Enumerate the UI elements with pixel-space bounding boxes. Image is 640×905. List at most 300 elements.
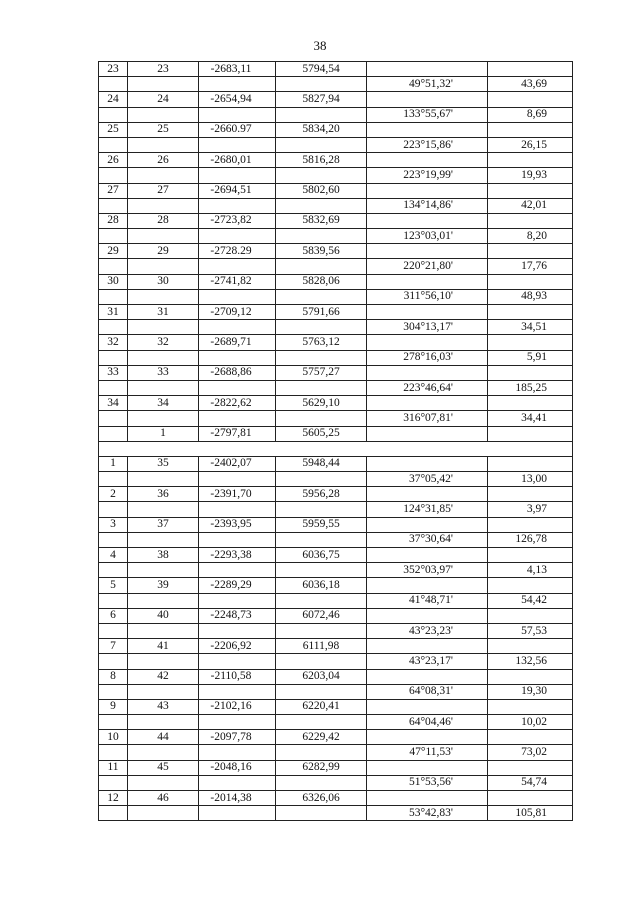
table-cell: 40 [128,608,199,623]
table-cell: 185,25 [488,380,573,395]
table-cell [488,244,573,259]
table-cell: 43°23,17' [367,654,488,669]
table-cell: 30 [128,274,199,289]
table-cell [276,563,367,578]
table-cell [199,684,276,699]
table-cell: 6203,04 [276,669,367,684]
table-cell: 24 [128,92,199,107]
table-cell: 35 [128,456,199,471]
table-cell: 3,97 [488,502,573,517]
table-cell: -2110,58 [199,669,276,684]
table-cell [367,517,488,532]
table-cell [276,502,367,517]
table-cell: 42,01 [488,198,573,213]
table-cell [199,380,276,395]
table-row [99,77,573,92]
table-row [99,517,573,532]
table-row [99,229,573,244]
table-cell [276,745,367,760]
table-cell: -2102,16 [199,699,276,714]
table-cell: 5948,44 [276,456,367,471]
table-cell: 19,93 [488,168,573,183]
table-cell [276,623,367,638]
table-row [99,122,573,137]
table-cell: 6036,75 [276,548,367,563]
table-cell [488,62,573,77]
table-cell: 5839,56 [276,244,367,259]
table-row [99,745,573,760]
table-cell [128,593,199,608]
table-row [99,289,573,304]
table-cell [488,274,573,289]
table-cell: 4,13 [488,563,573,578]
table-cell [276,380,367,395]
table-cell: -2393,95 [199,517,276,532]
table-cell [367,92,488,107]
table-cell: 316°07,81' [367,411,488,426]
table-cell: -2709,12 [199,305,276,320]
table-cell: 26,15 [488,137,573,152]
table-cell [276,654,367,669]
table-cell [276,168,367,183]
table-cell [128,715,199,730]
table-cell [199,441,276,456]
table-cell [367,578,488,593]
table-cell [199,593,276,608]
table-cell: 31 [128,305,199,320]
table-cell: 23 [99,62,128,77]
table-cell [99,654,128,669]
table-cell [199,715,276,730]
table-cell [99,441,128,456]
table-cell: 124°31,85' [367,502,488,517]
table-cell: 6229,42 [276,730,367,745]
table-row [99,487,573,502]
table-cell [99,259,128,274]
table-cell: 2 [99,487,128,502]
table-cell [488,213,573,228]
table-cell [99,472,128,487]
table-cell [367,760,488,775]
table-cell: -2797,81 [199,426,276,441]
table-cell [367,699,488,714]
table-cell: -2048,16 [199,760,276,775]
table-cell [488,608,573,623]
table-cell [367,274,488,289]
table-cell [99,715,128,730]
table-cell: 47°11,53' [367,745,488,760]
table-cell: 5791,66 [276,305,367,320]
table-row [99,441,573,456]
table-cell [199,563,276,578]
table-cell: 27 [99,183,128,198]
table-row [99,198,573,213]
table-cell [488,456,573,471]
table-cell [367,305,488,320]
table-row [99,775,573,790]
table-cell: 1 [128,426,199,441]
table-cell: 7 [99,639,128,654]
table-cell: -2293,38 [199,548,276,563]
table-cell: 4 [99,548,128,563]
table-cell: 53°42,83' [367,806,488,821]
table-cell: 11 [99,760,128,775]
table-cell [276,320,367,335]
table-cell [276,198,367,213]
table-row [99,639,573,654]
table-cell [128,563,199,578]
table-cell [488,669,573,684]
table-row [99,320,573,335]
table-cell: 43 [128,699,199,714]
table-cell: 133°55,67' [367,107,488,122]
table-cell: -2728.29 [199,244,276,259]
table-cell [488,441,573,456]
table-row [99,760,573,775]
table-cell: 31 [99,305,128,320]
table-cell [367,426,488,441]
table-cell: 25 [99,122,128,137]
table-cell: 29 [99,244,128,259]
table-row [99,259,573,274]
table-cell: 5959,55 [276,517,367,532]
table-cell: 25 [128,122,199,137]
table-cell [99,289,128,304]
table-cell [488,639,573,654]
table-cell [199,168,276,183]
table-cell [199,229,276,244]
table-row [99,380,573,395]
table-cell: 12 [99,791,128,806]
table-cell [199,137,276,152]
table-cell [128,472,199,487]
table-cell: 29 [128,244,199,259]
table-cell [128,198,199,213]
table-cell: 34 [99,396,128,411]
table-cell: 134°14,86' [367,198,488,213]
table-cell: 311°56,10' [367,289,488,304]
table-cell: -2654,94 [199,92,276,107]
table-cell: 54,74 [488,775,573,790]
table-cell: 5757,27 [276,365,367,380]
table-cell: 5834,20 [276,122,367,137]
table-cell [367,456,488,471]
table-cell [276,259,367,274]
coordinates-table [98,61,573,821]
table-cell: -2391,70 [199,487,276,502]
table-cell [488,305,573,320]
table-cell [199,472,276,487]
table-cell [128,320,199,335]
table-cell [488,791,573,806]
table-cell [99,107,128,122]
table-cell [199,320,276,335]
table-cell [128,107,199,122]
table-cell [128,502,199,517]
table-cell: 48,93 [488,289,573,304]
table-cell: -2206,92 [199,639,276,654]
table-row [99,791,573,806]
table-row [99,350,573,365]
table-cell [367,441,488,456]
table-cell [488,183,573,198]
table-cell: 223°15,86' [367,137,488,152]
table-cell [99,168,128,183]
table-cell [99,563,128,578]
table-cell [99,775,128,790]
table-cell: 5816,28 [276,153,367,168]
table-cell [128,259,199,274]
table-cell [199,259,276,274]
table-cell: 5 [99,578,128,593]
table-cell [199,77,276,92]
table-cell [276,441,367,456]
table-cell: 6326,06 [276,791,367,806]
table-cell [488,517,573,532]
table-cell [367,396,488,411]
table-cell [199,532,276,547]
table-cell: 26 [99,153,128,168]
table-cell [99,350,128,365]
table-row [99,669,573,684]
table-cell [488,730,573,745]
table-row [99,365,573,380]
table-cell [128,775,199,790]
table-cell: 5605,25 [276,426,367,441]
table-cell [99,806,128,821]
table-cell [128,77,199,92]
table-cell [99,532,128,547]
table-cell [367,730,488,745]
table-cell: 5763,12 [276,335,367,350]
table-row [99,608,573,623]
table-cell [367,365,488,380]
table-row [99,502,573,517]
table-row [99,62,573,77]
table-cell [488,426,573,441]
table-cell [276,107,367,122]
table-cell: 34,41 [488,411,573,426]
table-cell [367,608,488,623]
table-row [99,593,573,608]
table-cell: 30 [99,274,128,289]
table-cell [99,411,128,426]
table-cell [199,806,276,821]
table-cell [99,320,128,335]
table-cell [367,244,488,259]
table-cell: 37°30,64' [367,532,488,547]
table-cell: 223°46,64' [367,380,488,395]
table-row [99,107,573,122]
table-cell: 23 [128,62,199,77]
table-cell: 28 [128,213,199,228]
table-cell: 64°08,31' [367,684,488,699]
table-cell [99,684,128,699]
table-cell: 46 [128,791,199,806]
table-cell [367,213,488,228]
table-row [99,335,573,350]
table-cell: -2723,82 [199,213,276,228]
table-row [99,244,573,259]
table-cell: 33 [99,365,128,380]
table-cell: 1 [99,456,128,471]
table-cell: 13,00 [488,472,573,487]
table-cell: 304°13,17' [367,320,488,335]
table-cell [199,775,276,790]
table-cell [128,168,199,183]
table-cell [276,472,367,487]
table-cell: 352°03,97' [367,563,488,578]
table-row [99,411,573,426]
table-row [99,563,573,578]
table-cell: 57,53 [488,623,573,638]
table-row [99,92,573,107]
table-cell [367,183,488,198]
table-cell: 5827,94 [276,92,367,107]
table-row [99,654,573,669]
table-cell: 43,69 [488,77,573,92]
table-row [99,730,573,745]
table-cell: 17,76 [488,259,573,274]
table-cell: 6036,18 [276,578,367,593]
table-cell [199,411,276,426]
table-cell [99,77,128,92]
table-cell: 49°51,32' [367,77,488,92]
table-cell [128,441,199,456]
table-cell [367,639,488,654]
table-row [99,806,573,821]
table-cell [99,623,128,638]
table-cell [128,229,199,244]
table-cell: 6282,99 [276,760,367,775]
table-row [99,684,573,699]
table-cell [128,411,199,426]
table-cell [367,62,488,77]
table-cell: 32 [99,335,128,350]
table-cell: -2402,07 [199,456,276,471]
page-number: 38 [313,38,327,53]
table-cell: 10 [99,730,128,745]
table-cell: 41 [128,639,199,654]
table-body [99,62,573,821]
table-cell [367,487,488,502]
table-cell: 126,78 [488,532,573,547]
table-cell [128,289,199,304]
table-cell [199,623,276,638]
table-cell: 8,20 [488,229,573,244]
table-cell: 5794,54 [276,62,367,77]
table-cell [276,229,367,244]
table-cell: 28 [99,213,128,228]
table-cell: -2694,51 [199,183,276,198]
table-cell: 9 [99,699,128,714]
table-row [99,168,573,183]
table-cell: 8 [99,669,128,684]
table-row [99,305,573,320]
table-cell [99,229,128,244]
table-cell [488,699,573,714]
table-cell [276,77,367,92]
table-cell: 32 [128,335,199,350]
table-cell: 36 [128,487,199,502]
table-cell: 37°05,42' [367,472,488,487]
table-cell [367,122,488,137]
table-cell: -2741,82 [199,274,276,289]
table-cell [99,745,128,760]
table-cell: -2689,71 [199,335,276,350]
table-cell: -2683,11 [199,62,276,77]
table-cell: 6111,98 [276,639,367,654]
table-cell [128,532,199,547]
table-cell [488,335,573,350]
table-cell: 33 [128,365,199,380]
table-cell: 5828,06 [276,274,367,289]
table-cell [488,548,573,563]
table-cell: 45 [128,760,199,775]
table-cell [199,198,276,213]
table-cell [488,153,573,168]
table-cell [199,350,276,365]
table-cell: -2660.97 [199,122,276,137]
table-row [99,183,573,198]
table-row [99,137,573,152]
table-cell: 8,69 [488,107,573,122]
table-cell: 42 [128,669,199,684]
table-row [99,274,573,289]
table-cell [128,623,199,638]
table-cell: 6072,46 [276,608,367,623]
table-cell [276,775,367,790]
table-cell: 34 [128,396,199,411]
table-cell: -2248,73 [199,608,276,623]
table-cell [99,198,128,213]
table-cell [367,791,488,806]
table-cell [276,806,367,821]
table-row [99,472,573,487]
table-row [99,213,573,228]
table-row [99,426,573,441]
table-cell: 64°04,46' [367,715,488,730]
table-cell [276,593,367,608]
table-cell [99,137,128,152]
table-cell: 220°21,80' [367,259,488,274]
table-cell: 5832,69 [276,213,367,228]
table-cell: 73,02 [488,745,573,760]
table-cell [276,411,367,426]
table-cell: -2688,86 [199,365,276,380]
table-cell [488,578,573,593]
table-cell [128,137,199,152]
table-cell: 5,91 [488,350,573,365]
table-cell [128,684,199,699]
table-cell: -2097,78 [199,730,276,745]
table-cell: 19,30 [488,684,573,699]
table-cell: 278°16,03' [367,350,488,365]
table-cell [488,760,573,775]
table-cell [488,92,573,107]
table-cell [367,153,488,168]
table-row [99,548,573,563]
table-cell [276,137,367,152]
table-cell [199,654,276,669]
table-cell: 26 [128,153,199,168]
table-cell: 5956,28 [276,487,367,502]
table-row [99,396,573,411]
table-cell: 41°48,71' [367,593,488,608]
table-cell: 6 [99,608,128,623]
table-cell: 3 [99,517,128,532]
table-cell [128,380,199,395]
